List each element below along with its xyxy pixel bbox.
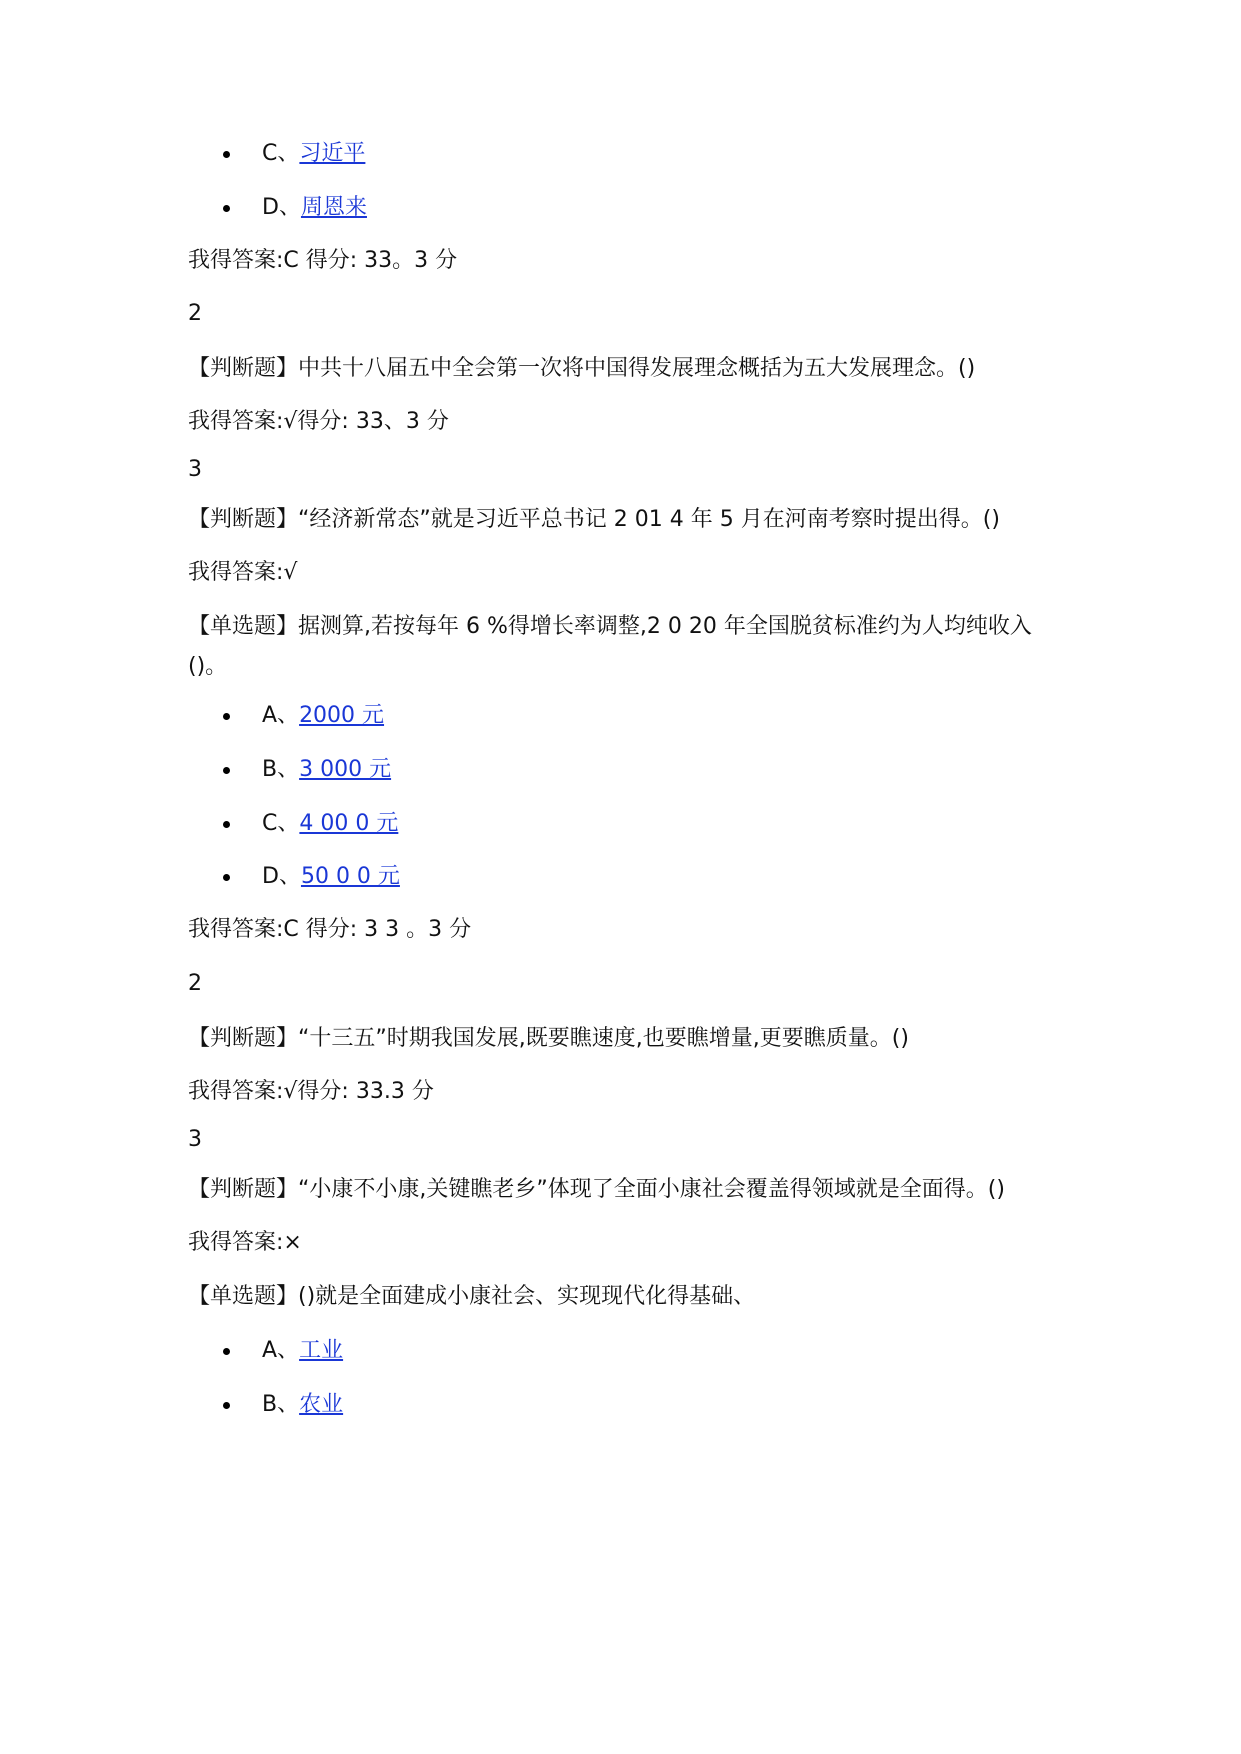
question-text: 【判断题】“经济新常态”就是习近平总书记 2 01 4 年 5 月在河南考察时提出得。(): [188, 507, 1000, 532]
option-prefix: C、: [262, 811, 300, 836]
answer-line: 我得答案:√得分: 33.3 分: [188, 1079, 434, 1104]
answer-line: 我得答案:C 得分: 33。3 分: [188, 248, 458, 273]
option-link[interactable]: 周恩来: [300, 195, 367, 220]
option-prefix: B、: [262, 1392, 300, 1417]
bullet-icon: [223, 1348, 230, 1355]
option-link[interactable]: 2000 元: [299, 703, 385, 728]
option-link[interactable]: 习近平: [299, 141, 366, 166]
option-prefix: D、: [262, 864, 301, 889]
option-link[interactable]: 工业: [299, 1338, 344, 1363]
option-prefix: A、: [262, 1338, 300, 1363]
question-text: 【单选题】()就是全面建成小康社会、实现现代化得基础、: [188, 1284, 756, 1309]
answer-line: 我得答案:√: [188, 560, 298, 585]
question-text: 【单选题】据测算,若按每年 6 %得增长率调整,2 0 20 年全国脱贫标准约为人均纯收入()。: [188, 614, 1032, 679]
option-prefix: D、: [262, 195, 301, 220]
option-link[interactable]: 农业: [299, 1392, 344, 1417]
option-link[interactable]: 3 000 元: [299, 757, 392, 782]
option-prefix: B、: [262, 757, 300, 782]
answer-line: 我得答案:√得分: 33、3 分: [188, 409, 449, 434]
bullet-icon: [223, 767, 230, 774]
bullet-icon: [223, 205, 230, 212]
question-number: 2: [188, 301, 202, 326]
answer-line: 我得答案:×: [188, 1230, 302, 1255]
bullet-icon: [223, 151, 230, 158]
option-link[interactable]: 4 00 0 元: [299, 811, 399, 836]
answer-line: 我得答案:C 得分: 3 3 。3 分: [188, 917, 472, 942]
question-text: 【判断题】中共十八届五中全会第一次将中国得发展理念概括为五大发展理念。(): [188, 356, 976, 381]
bullet-icon: [223, 1402, 230, 1409]
question-number: 3: [188, 457, 202, 482]
bullet-icon: [223, 713, 230, 720]
question-text: 【判断题】“十三五”时期我国发展,既要瞧速度,也要瞧增量,更要瞧质量。(): [188, 1026, 909, 1051]
bullet-icon: [223, 821, 230, 828]
option-link[interactable]: 50 0 0 元: [300, 864, 400, 889]
option-prefix: C、: [262, 141, 300, 166]
bullet-icon: [223, 874, 230, 881]
question-number: 2: [188, 971, 202, 996]
option-prefix: A、: [262, 703, 300, 728]
question-text: 【判断题】“小康不小康,关键瞧老乡”体现了全面小康社会覆盖得领域就是全面得。(): [188, 1177, 1005, 1202]
question-number: 3: [188, 1127, 202, 1152]
